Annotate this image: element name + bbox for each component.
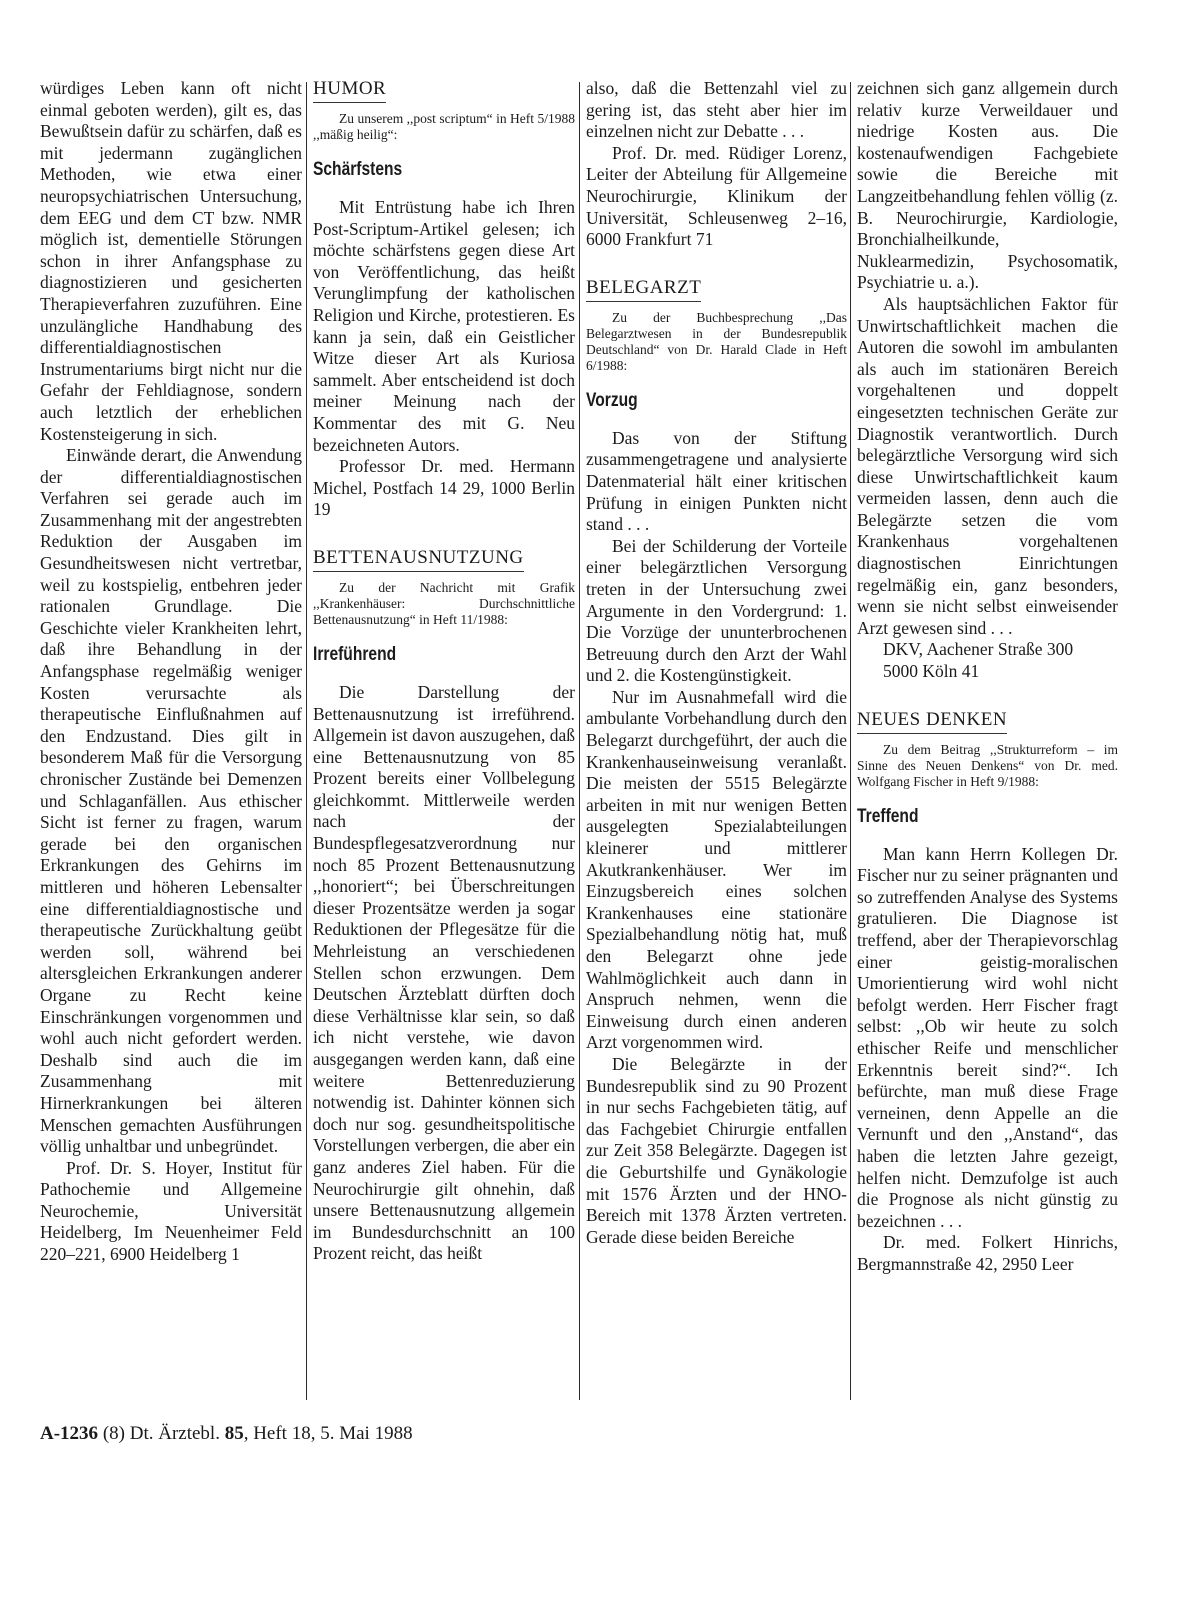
paragraph: Bei der Schilderung der Vorteile einer belegärztlichen Versorgung treten in der Untersuchung zwei Argumente in den Vordergrund: 1. Die Vorzüge der ununterbrochenen Betreuung durch den Arzt der Wahl und 2. die Kostengünstigkeit. xyxy=(586,535,847,686)
letter-intro: Zu dem Beitrag ,,Strukturreform – im Sinne des Neuen Denkens“ von Dr. med. Wolfgang Fischer in Heft 9/1988: xyxy=(857,741,1118,789)
letter-signature: 5000 Köln 41 xyxy=(883,661,980,682)
section-heading: NEUES DENKEN xyxy=(857,709,1007,734)
letter-title: Irreführend xyxy=(313,643,397,665)
paragraph: Die Darstellung der Bettenausnutzung ist irreführend. Allgemein ist davon auszugehen, daß eine Bettenausnutzung von 85 Prozent bereits einer Vollbelegung gleichkommt. Mittlerweile werden nach der Bundespflegesatzverordnung nur noch 85 Prozent Bettenausnutzung ,,honoriert“; bei Überschreitungen dieser Prozentsätze werden ja sogar Reduktionen der Pflegesätze für die Mehrleistung an verschiedenen Stellen schon erzwungen. Dem Deutschen Ärzteblatt dürften doch diese Verhältnisse klar sein, so daß ich nicht verstehe, wie davon ausgegangen werden kann, daß eine weitere Bettenreduzierung notwendig ist. Dahinter können sich doch nur sog. gesundheitspolitische Vorstellungen verbergen, die aber ein ganz anderes Ziel haben. Für die Neurochirurgie gilt ohnehin, daß unsere Bettenausnutzung allgemein im Bundesdurchschnitt an 100 Prozent reicht, das heißt xyxy=(313,681,575,1264)
letter-signature: Prof. Dr. S. Hoyer, Institut für Pathochemie und Allgemeine Neurochemie, Universität Heidelberg, Im Neuenheimer Feld 220–221, 6900 Heidelberg 1 xyxy=(40,1157,302,1265)
column-2 xyxy=(313,78,575,1265)
paragraph: also, daß die Bettenzahl viel zu gering ist, das steht aber hier im einzelnen nicht zur Debatte . . . xyxy=(586,78,847,142)
column-rule xyxy=(306,82,307,1400)
paragraph: Die Belegärzte in der Bundesrepublik sind zu 90 Prozent in nur sechs Fachgebieten tätig, auf das Fachgebiet Chirurgie entfallen zur Zeit 358 Belegärzte. Dagegen ist die Geburtshilfe und Gynäkologie mit 1576 Ärzten und der HNO-Bereich mit 1378 Ärzten vertreten. Gerade diese beiden Bereiche xyxy=(586,1053,847,1247)
paragraph: würdiges Leben kann oft nicht einmal geboten werden), gilt es, das Bewußtsein dafür zu schärfen, daß es mit jedermann zugänglichen Methoden, wie etwa einer neuropsychiatrischen Untersuchung, dem EEG und dem CT bzw. NMR möglich ist, dementielle Störungen schon in ihrer Anfangsphase zu diagnostizieren und gesicherten Therapieverfahren zuzuführen. Eine unzulängliche Handhabung des differentialdiagnostischen Instrumentariums birgt nicht nur die Gefahr der Fehldiagnose, sondern auch letztlich der erheblichen Kostensteigerung in sich. xyxy=(40,78,302,444)
section-heading: HUMOR xyxy=(313,78,386,103)
paragraph: Mit Entrüstung habe ich Ihren Post-Scriptum-Artikel gelesen; ich möchte schärfstens gegen diese Art von Veröffentlichung, das heißt Verunglimpfung der katholischen Religion und Kirche, protestieren. Es kann ja sein, daß ein Geistlicher Witze dieser Art als Kuriosa sammelt. Aber entscheidend ist doch meiner Meinung nach der Kommentar des mit G. Neu bezeichneten Autors. xyxy=(313,197,575,455)
section-heading: BETTENAUSNUTZUNG xyxy=(313,547,524,572)
letter-signature: DKV, Aachener Straße 300 xyxy=(883,639,1074,660)
paragraph: Als hauptsächlichen Faktor für Unwirtschaftlichkeit machen die Autoren die sowohl im ambulanten als auch im stationären Bereich vorgehaltenen und doppelt eingesetzten technischen Geräte zur Diagnostik verantwortlich. Durch belegärztliche Versorgung wird sich diese Unwirtschaftlichkeit kaum vermeiden lassen, denn auch die Belegärzte setzen die vom Krankenhaus vorgehaltenen diagnostischen Einrichtungen regelmäßig ein, ganz besonders, wenn sie nicht selbst einweisender Arzt gewesen sind . . . xyxy=(857,293,1118,638)
section-belegarzt xyxy=(586,277,847,1249)
column-3 xyxy=(586,78,847,1248)
issue-date: , Heft 18, 5. Mai 1988 xyxy=(243,1423,413,1444)
page-number: A-1236 xyxy=(40,1423,99,1444)
letter-signature: Professor Dr. med. Hermann Michel, Postfach 14 29, 1000 Berlin 19 xyxy=(313,456,575,520)
letter-intro: Zu unserem ,,post scriptum“ in Heft 5/1988 ,,mäßig heilig“: xyxy=(313,111,575,142)
volume-number: 85 xyxy=(224,1423,244,1444)
paragraph: Das von der Stiftung zusammengetragene und analysierte Datenmaterial hält einer kritischen Prüfung in einigen Punkten nicht stand . . . xyxy=(586,427,847,535)
letter-title: Schärfstens xyxy=(313,159,403,180)
column-rule xyxy=(579,82,580,1400)
paragraph: Nur im Ausnahmefall wird die ambulante Vorbehandlung durch den Belegarzt durchgeführt, der auch die Krankenhauseinweisung veranlaßt. Die meisten der 5515 Belegärzte arbeiten in mit nur wenigen Betten ausgelegten Spezialabteilungen kleinerer und mittlerer Akutkrankenhäuser. Wer im Einzugsbereich eines solchen Krankenhauses eine stationäre Spezialbehandlung nötig hat, muß den Belegarzt ohne jede Wahlmöglichkeit auch dann in Anspruch nehmen, wenn die Einweisung durch einen anderen Arzt vorgenommen wird. xyxy=(586,686,847,1053)
paragraph: Einwände derart, die Anwendung der differentialdiagnostischen Verfahren sei gerade auch im Zusammenhang mit der angestrebten Reduktion der Ausgaben im Gesundheitswesen nicht vertretbar, weil zu kostspielig, entbehren jeder rationalen Grundlage. Die Geschichte vieler Krankheiten lehrt, daß ihre Behandlung in der Anfangsphase regelmäßig weniger Kosten verursachte als therapeutische Einflußnahmen auf den Endzustand. Dies gilt in besonderem Maß für die Versorgung chronischer Zustände bei Demenzen und Schlaganfällen. Aus ethischer Sicht ist ferner zu fragen, warum gerade bei den organischen Erkrankungen des Gehirns im mittleren und höheren Lebensalter eine differentialdiagnostische und therapeutische Zurückhaltung geübt werden soll, während bei altersgleichen Erkrankungen anderer Organe zu Recht keine Einschränkungen vorgenommen und wohl auch nicht gefordert werden. Deshalb sind auch die im Zusammenhang mit Hirnerkrankungen bei älteren Menschen gemachten Ausführungen völlig unhaltbar und unbegründet. xyxy=(40,445,302,1157)
letter-title: Vorzug xyxy=(586,389,638,411)
paragraph: zeichnen sich ganz allgemein durch relativ kurze Verweildauer und niedrige Kosten aus. Die kostenaufwendigen Fachgebiete sowie die Bereiche mit Langzeitbehandlung fehlen völlig (z. B. Neurochirurgie, Kardiologie, Bronchialheilkunde, Nuklearmedizin, Psychosomatik, Psychiatrie u. a.). xyxy=(857,78,1118,293)
journal-name: (8) Dt. Ärztebl. xyxy=(102,1423,220,1444)
section-heading: BELEGARZT xyxy=(586,277,701,302)
section-humor xyxy=(313,78,575,521)
letter-signature: Dr. med. Folkert Hinrichs, Bergmannstraße 42, 2950 Leer xyxy=(857,1232,1118,1274)
column-4 xyxy=(857,78,1118,1276)
paragraph: Man kann Herrn Kollegen Dr. Fischer nur zu seiner prägnanten und so zutreffenden Analyse des Systems gratulieren. Die Diagnose ist treffend, aber der Therapievorschlag einer geistig-moralischen Umorientierung wird wohl nicht befolgt werden. Herr Fischer fragt selbst: ,,Ob wir heute zu solch ethischer Reife und menschlicher Erkenntnis bereit sind?“. Ich befürchte, man muß diese Frage verneinen, denn Appelle an die Vernunft und den ,,Anstand“, das haben die letzten Jahre gezeigt, helfen nicht. Demzufolge ist auch die Prognose als nicht günstig zu bezeichnen . . . xyxy=(857,843,1118,1231)
section-bettenausnutzung xyxy=(313,547,575,1265)
letter-title: Treffend xyxy=(857,805,919,827)
column-rule xyxy=(850,82,851,1400)
column-1 xyxy=(40,78,302,1266)
letter-intro: Zu der Buchbesprechung ,,Das Belegarztwesen in der Bundesrepublik Deutschland“ von Dr. Harald Clade in Heft 6/1988: xyxy=(586,309,847,373)
section-neues-denken xyxy=(857,709,1118,1276)
page-footer xyxy=(40,1423,413,1445)
letter-signature: Prof. Dr. med. Rüdiger Lorenz, Leiter der Abteilung für Allgemeine Neurochirurgie, Klinikum der Universität, Schleusenweg 2–16, 6000 Frankfurt 71 xyxy=(586,142,847,250)
letter-intro: Zu der Nachricht mit Grafik ,,Krankenhäuser: Durchschnittliche Bettenausnutzung“ in Heft 11/1988: xyxy=(313,579,575,627)
